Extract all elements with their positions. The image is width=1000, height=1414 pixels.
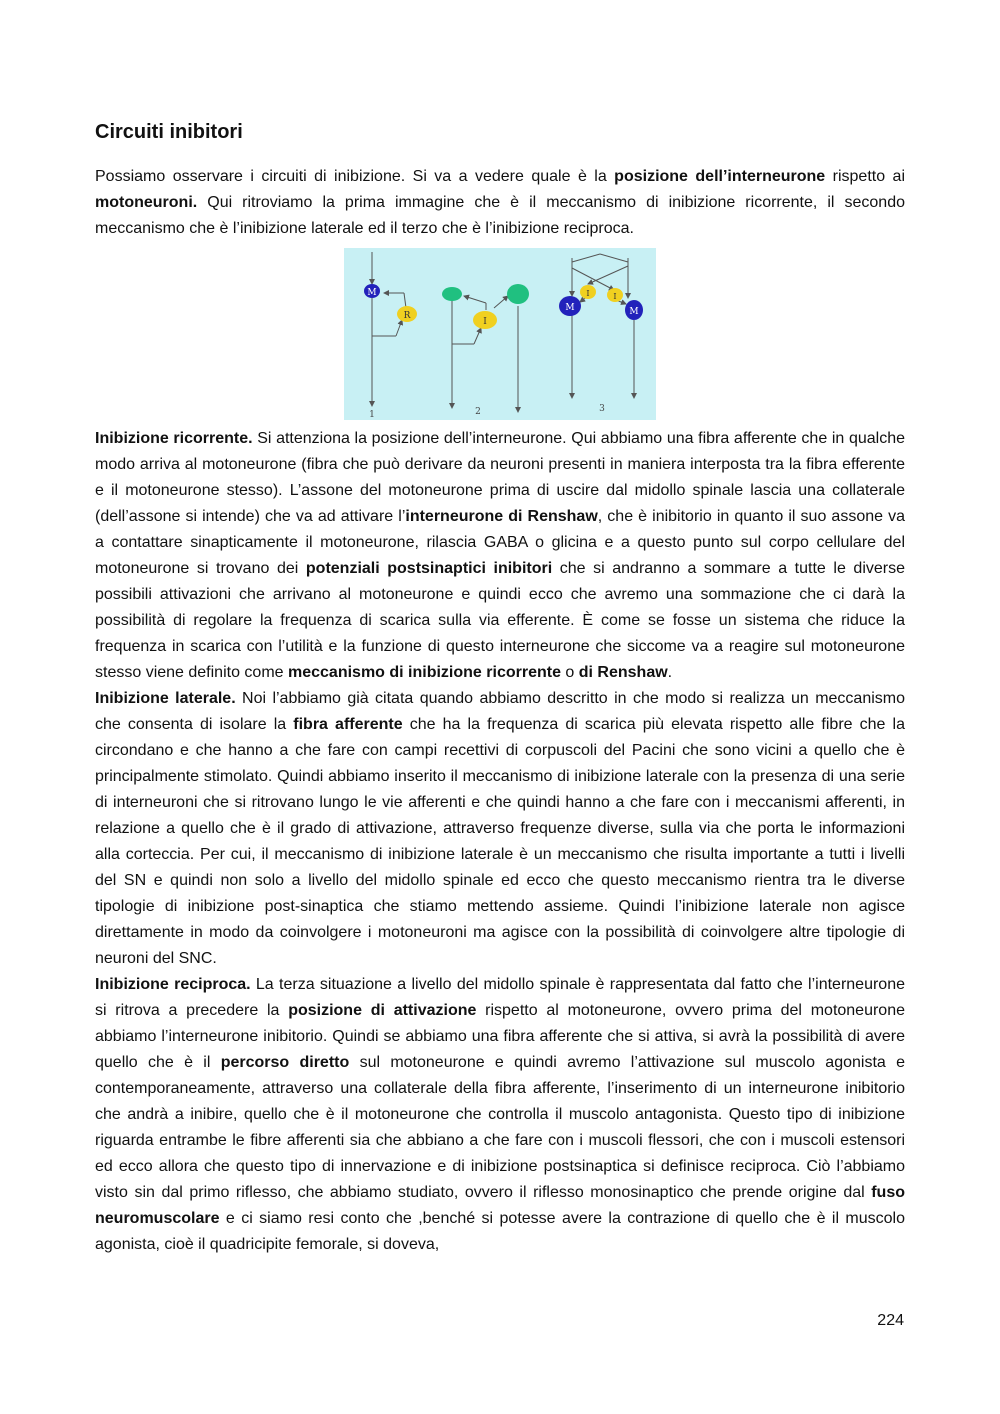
paragraph-2-run: rispetto al motoneurone, ovvero prima del motoneurone abbiamo l’interneurone inibitorio. Quindi se abbiamo una fibra afferente che si attiva, si avrà la possibilità di avere quello che è il — [95, 1002, 906, 1071]
page-number: 224 — [877, 1312, 904, 1329]
paragraph-1-run: fibra afferente — [293, 716, 403, 733]
paragraph-2-run: e ci siamo resi conto che ,benché si potesse avere la contrazione di quello che è il muscolo agonista, cioè il quadricipite femorale, si doveva, — [95, 1210, 905, 1253]
paragraph-0-run: interneurone di Renshaw — [405, 508, 598, 525]
inhibition-circuits-figure — [344, 248, 656, 420]
paragraph-0-run: di Renshaw — [578, 664, 668, 681]
panel-label-3: 3 — [599, 404, 605, 414]
motoneuron-3-left-label: M — [565, 303, 575, 313]
paragraph-0-run: . — [667, 664, 673, 681]
paragraph-1-run: che ha la frequenza di scarica più elevata rispetto alle fibre che la circondano e che hanno a che fare con campi recettivi di corpuscoli del Pacini che sono vicini a quello che è principalmente stimolato. Quindi abbiamo inserito il meccanismo di inibizione laterale con la presenza di una serie di interneuroni che si ritrovano lungo le vie afferenti e che quindi hanno a che fare con i meccanismi afferenti, in relazione a quello che è il grado di attivazione, attraverso frequenze diverse, sulla via che porta le informazioni alla corteccia. Per cui, il meccanismo di inibizione laterale è un meccanismo che risulta importante a tutti i livelli del SN e quindi non solo a livello del midollo spinale ed ecco che questo meccanismo rientra tra le diverse tipologie di inibizione post-sinaptica che stiamo mettendo assieme. Quindi l’inibizione laterale non agisce direttamente in modo da coinvolgere i motoneuroni ma agisce con la possibilità di coinvolgere altre tipologie di neuroni del SNC. — [95, 716, 905, 967]
paragraph-0-run: meccanismo di inibizione ricorrente — [288, 664, 561, 681]
paragraph-0-run: Si attenziona la posizione dell’interneurone. Qui abbiamo una fibra afferente che in qualche modo arriva al motoneurone (fibra che può derivare da neuroni presenti in maniera interposta tra la fibra efferente e il motoneurone stesso). L’assone del motoneurone prima di uscire dal midollo spinale lascia una collaterale (dell’assone si intende) che va ad attivare l’ — [95, 430, 906, 525]
paragraph-2-run: percorso diretto — [220, 1054, 350, 1071]
motoneuron-1-label: M — [367, 288, 377, 298]
paragraph-0-run: Inibizione ricorrente. — [95, 430, 253, 447]
paragraph-2-run: posizione di attivazione — [288, 1002, 477, 1019]
intro-run: motoneuroni. — [95, 194, 198, 211]
reciprocal-interneuron-2-label: I — [613, 292, 617, 301]
figure-background — [344, 248, 656, 420]
lateral-interneuron-label: I — [483, 317, 487, 327]
intro-paragraph — [95, 164, 905, 242]
paragraph-inibizione-ricorrente — [95, 426, 905, 686]
paragraph-2-run: Inibizione reciproca. — [95, 976, 251, 993]
panel-label-2: 2 — [475, 407, 481, 417]
section-title: Circuiti inibitori — [95, 121, 243, 143]
page-content — [95, 118, 905, 1258]
paragraph-0-run: potenziali postsinaptici inibitori — [305, 560, 553, 577]
paragraph-inibizione-reciproca — [95, 972, 905, 1258]
reciprocal-interneuron-1-label: I — [586, 289, 590, 298]
green-neuron-left — [442, 287, 462, 301]
paragraph-2-run: fuso neuromuscolare — [95, 1184, 905, 1227]
panel-label-1: 1 — [369, 410, 375, 420]
paragraph-0-run: che si andranno a sommare a tutte le diverse possibili attivazioni che arrivano al motoneurone e quindi ecco che avremo una sommazione che ci darà la possibilità di regolare la frequenza di scarica sulla via efferente. È come se fosse un sistema che riduce la frequenza in scarica con l’utilità e la funzione di questo interneurone che siccome va a reagire sul motoneurone stesso viene definito come — [95, 560, 905, 681]
green-neuron-right — [507, 284, 529, 304]
paragraph-2-run: La terza situazione a livello del midollo spinale è rappresentata dal fatto che l’interneurone si ritrova a precedere la — [95, 976, 905, 1019]
paragraph-inibizione-laterale — [95, 686, 905, 972]
intro-run: posizione dell’interneurone — [614, 168, 826, 185]
renshaw-label: R — [403, 311, 411, 321]
intro-run: Qui ritroviamo la prima immagine che è il meccanismo di inibizione ricorrente, il secondo meccanismo che è l’inibizione laterale ed il terzo che è l’inibizione reciproca. — [95, 194, 905, 237]
paragraph-2-run: sul motoneurone e quindi avremo l’attivazione sul muscolo agonista e contemporaneamente, attraverso una collaterale della fibra afferente, l’inserimento di un interneurone inibitorio che andrà a inibire, quello che è il motoneurone che controlla il muscolo antagonista. Questo tipo di inibizione riguarda entrambe le fibre afferenti sia che abbiano a che fare con i muscoli flessori, che con i muscoli estensori ed ecco allora che questo tipo di innervazione e di inibizione postsinaptica si definisce reciproca. Ciò l’abbiamo visto sin dal primo riflesso, che abbiamo studiato, ovvero il riflesso monosinaptico che prende origine dal — [95, 1054, 905, 1201]
intro-run: Possiamo osservare i circuiti di inibizione. Si va a vedere quale è la — [95, 168, 615, 185]
intro-run: rispetto ai — [825, 168, 906, 185]
paragraph-1-run: Noi l’abbiamo già citata quando abbiamo descritto in che modo si realizza un meccanismo che consenta di isolare la — [95, 690, 906, 733]
paragraph-1-run: Inibizione laterale. — [95, 690, 236, 707]
motoneuron-3-right-label: M — [629, 307, 639, 317]
paragraph-0-run: o — [560, 664, 579, 681]
paragraph-0-run: , che è inibitorio in quanto il suo assone va a contattare sinapticamente il motoneurone, rilascia GABA o glicina e a questo punto sul corpo cellulare del motoneurone si trovano dei — [95, 508, 905, 577]
